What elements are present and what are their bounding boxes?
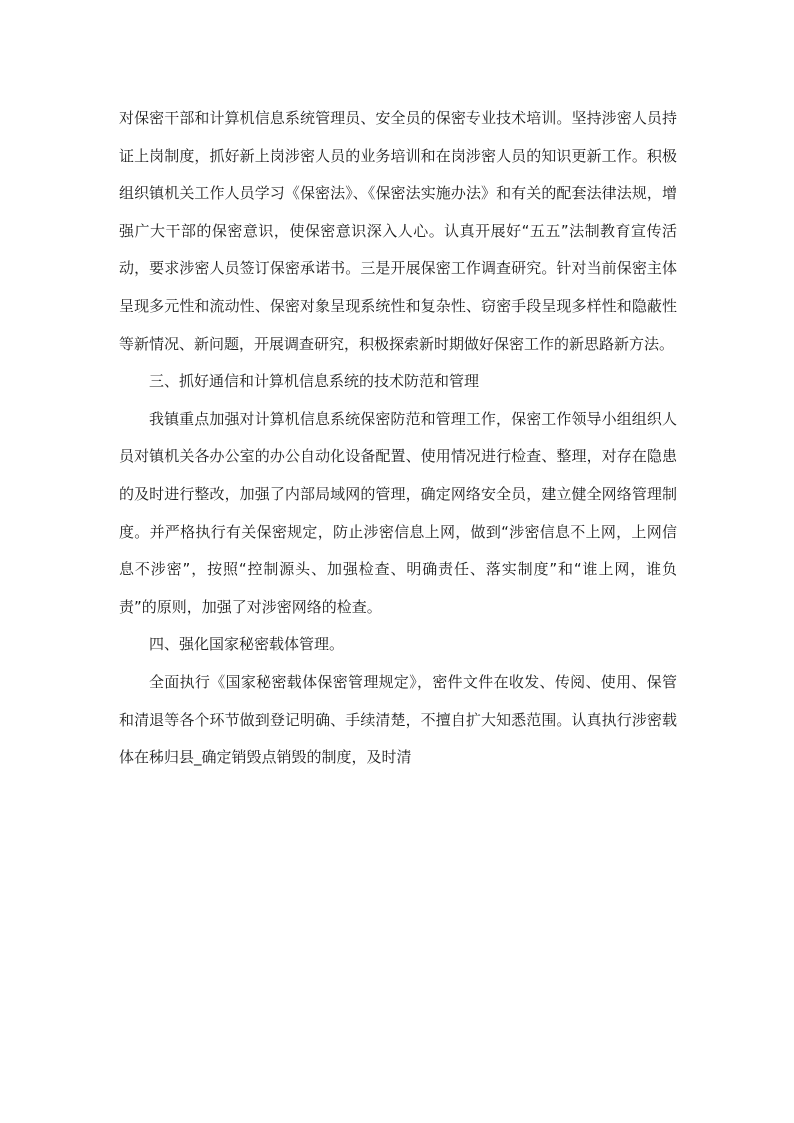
paragraph: 我镇重点加强对计算机信息系统保密防范和管理工作，保密工作领导小组组织人员对镇机关各办公室的办公自动化设备配置、使用情况进行检查、整理，对存在隐患的及时进行整改，加强了内部局域网的管理，确定网络安全员，建立健全网络管理制度。并严格执行有关保密规定，防止涉密信息上网，做到“涉密信息不上网，上网信息不涉密”，按照“控制源头、加强检查、明确责任、落实制度”和“谁上网，谁负责”的原则，加强了对涉密网络的检查。 — [119, 409, 677, 616]
section-heading-4: 四、强化国家秘密载体管理。 — [149, 635, 345, 654]
section-heading-3: 三、抓好通信和计算机信息系统的技术防范和管理 — [149, 372, 480, 391]
paragraph-continued: 对保密干部和计算机信息系统管理员、安全员的保密专业技术培训。坚持涉密人员持证上岗制度，抓好新上岗涉密人员的业务培训和在岗涉密人员的知识更新工作。积极组织镇机关工作人员学习《保密法》、《保密法实施办法》和有关的配套法律法规，增强广大干部的保密意识，使保密意识深入人心。认真开展好“五五”法制教育宣传活动，要求涉密人员签订保密承诺书。三是开展保密工作调查研究。针对当前保密主体呈现多元性和流动性、保密对象呈现系统性和复杂性、窃密手段呈现多样性和隐蔽性等新情况、新问题，开展调查研究，积极探索新时期做好保密工作的新思路新方法。 — [119, 109, 677, 353]
paragraph: 全面执行《国家秘密载体保密管理规定》，密件文件在收发、传阅、使用、保管和清退等各个环节做到登记明确、手续清楚，不擅自扩大知悉范围。认真执行涉密载体在秭归县_确定销毁点销毁的制度，及时清 — [119, 672, 677, 767]
document-body — [119, 100, 677, 777]
